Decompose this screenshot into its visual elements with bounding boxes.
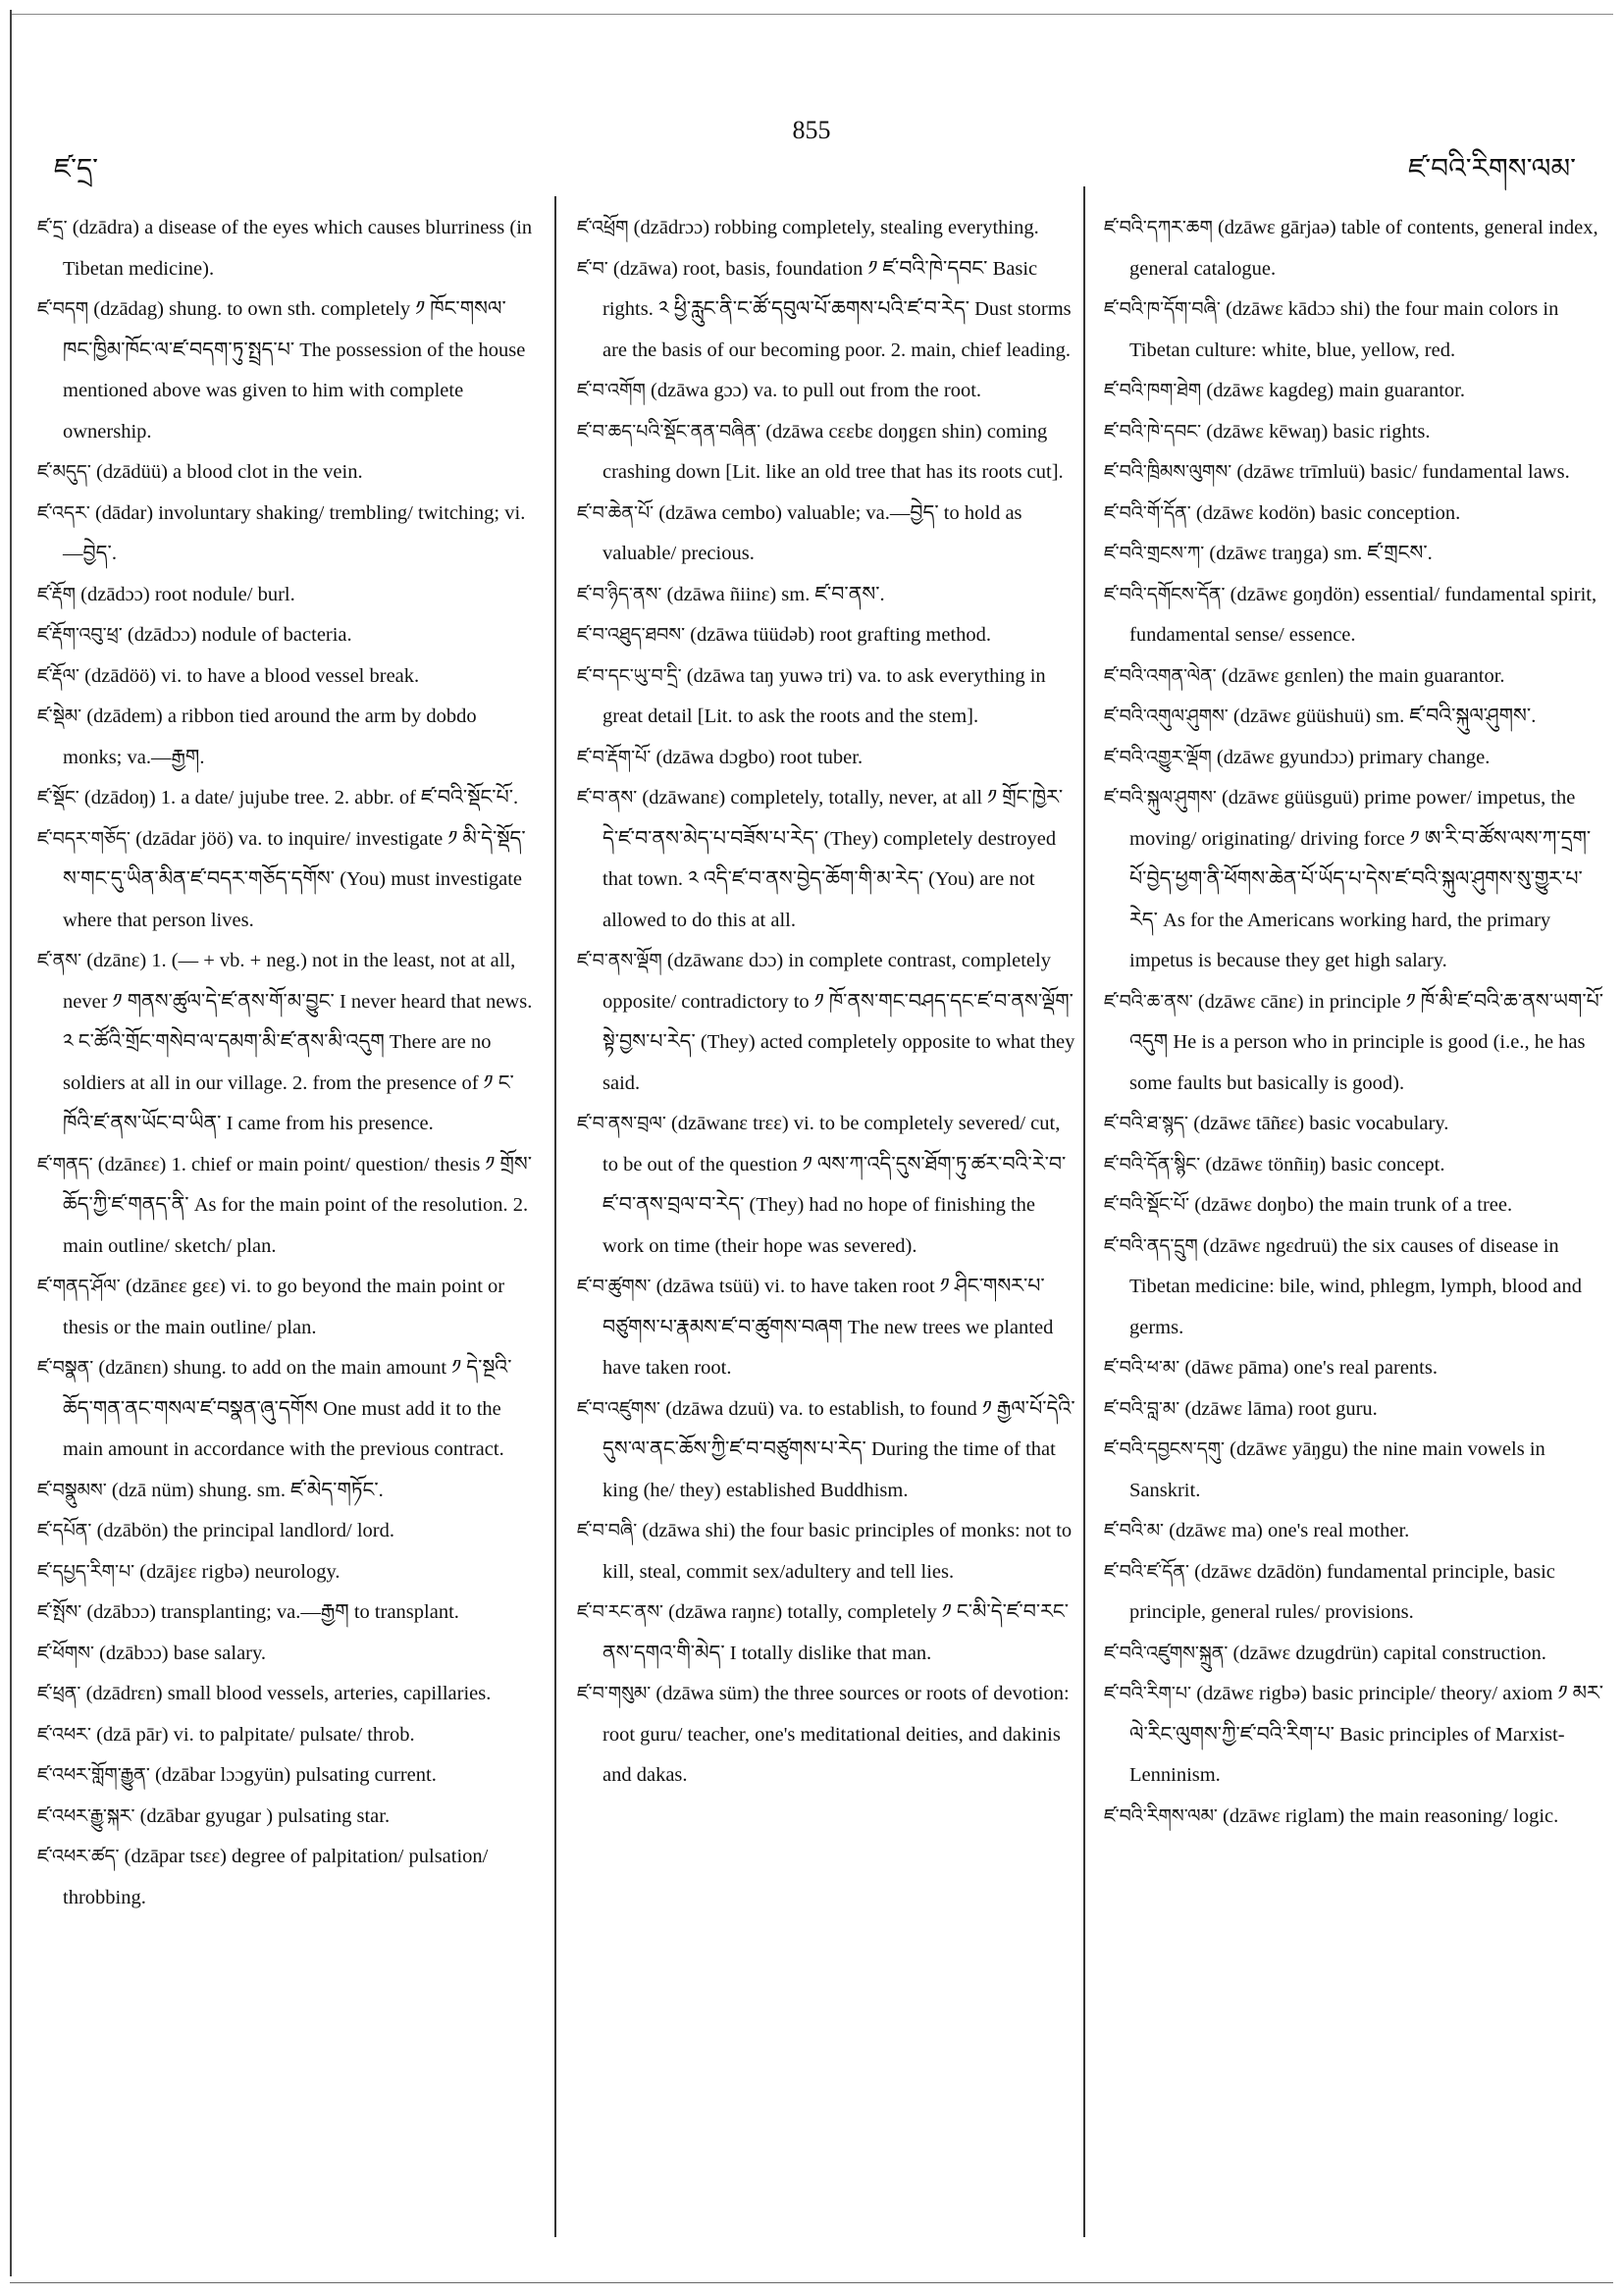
entry-headword: ཛ་ཕྲན་ — [37, 1683, 81, 1704]
dictionary-entry — [37, 1755, 536, 1797]
entry-definition: (dzāwɛ lāma) root guru. — [1184, 1397, 1378, 1420]
entry-definition: (dzādrɔɔ) robbing completely, stealing everything. — [633, 217, 1039, 238]
entry-headword: ཛ་དཔོན་ — [37, 1520, 92, 1541]
entry-headword: ཛ་བ་གསུམ་ — [577, 1683, 652, 1704]
dictionary-entry — [37, 1267, 536, 1348]
entry-definition: (dzāwa) root, basis, foundation ༡ ཛ་བའི་ཁེ་དབང་ Basic rights. ༢ ཕྱི་རླུང་ནི་ང་ཚོ་དབུལ་པོ་ཆགས་པའི་ཛ་བ་རེད་ Dust storms are the basis of our becoming poor. 2. main, chief leading. — [602, 257, 1072, 361]
dictionary-entry — [577, 941, 1077, 1104]
dictionary-entry — [37, 289, 536, 452]
entry-definition: (dzā pār) vi. to palpitate/ pulsate/ throb. — [96, 1723, 415, 1746]
entry-headword: ཛ་བའི་དཀར་ཆག — [1104, 217, 1213, 238]
entry-definition: (dzādag) shung. to own sth. completely ༡ ཁོང་གསལ་ཁང་ཁྱིམ་ཁོང་ལ་ཛ་བདག་ཏུ་སྤྲད་པ་ The possession of the house mentioned above was given to him with complete ownership. — [63, 298, 526, 443]
running-header-right: ཛ་བའི་རིགས་ལམ་ — [1408, 152, 1576, 184]
dictionary-entry — [577, 738, 1077, 779]
entry-definition: (dzādöö) vi. to have a blood vessel break. — [84, 664, 420, 687]
entry-headword: ཛ་སྡོང་ — [37, 787, 79, 809]
entry-definition: (dzāwɛ tönñiŋ) basic concept. — [1205, 1153, 1445, 1175]
dictionary-entry — [1104, 371, 1604, 412]
entry-headword: ཛ་བ་རང་ནས་ — [577, 1601, 664, 1623]
dictionary-entry — [577, 1267, 1077, 1389]
entry-definition: (dzāwa shi) the four basic principles of monks: not to kill, steal, commit sex/adultery and tell lies. — [602, 1520, 1073, 1583]
dictionary-entry — [37, 778, 536, 819]
dictionary-entry — [1104, 1674, 1604, 1797]
dictionary-entry — [37, 1511, 536, 1552]
dictionary-entry — [1104, 1104, 1604, 1145]
dictionary-entry — [577, 1104, 1077, 1267]
entry-headword: ཛ་བའི་རིག་པ་ — [1104, 1683, 1192, 1704]
entry-definition: (dzāwɛ traŋga) sm. ཛ་གྲངས་. — [1209, 543, 1433, 564]
dictionary-entry — [37, 1715, 536, 1756]
entry-definition: (dzāwɛ riglam) the main reasoning/ logic. — [1223, 1804, 1559, 1827]
entry-definition: (dzāwɛ kēwaŋ) basic rights. — [1206, 420, 1431, 443]
entry-headword: ཛ་བའི་དགོངས་དོན་ — [1104, 583, 1226, 605]
entry-definition: (dzā nüm) shung. sm. ཛ་མེད་གཏོང་. — [111, 1479, 384, 1501]
dictionary-entry — [1104, 575, 1604, 656]
dictionary-entry — [37, 1348, 536, 1471]
entry-definition: (dzāwɛ kodön) basic conception. — [1195, 501, 1461, 524]
entry-headword: ཛ་བ་འགོག — [577, 380, 646, 401]
entry-definition: (dzāwɛ kagdeg) main guarantor. — [1206, 380, 1465, 401]
entry-headword: ཛ་བ་འཐུད་ཐབས་ — [577, 624, 686, 646]
entry-definition: (dzāwa dzuü) va. to establish, to found ༡ རྒྱལ་པོ་དེའི་དུས་ལ་ནང་ཆོས་ཀྱི་ཛ་བ་བཙུགས་པ་རེད་ During the time of that king (he/ they) established Buddhism. — [602, 1397, 1075, 1501]
entry-definition: (dzāwɛ güüshuü) sm. ཛ་བའི་སྐུལ་ཤུགས་. — [1232, 705, 1537, 727]
entry-definition: (dzāwa cɛɛbɛ doŋgɛn shin) coming crashing down [Lit. like an old tree that has its roots cut]. — [602, 420, 1064, 483]
entry-definition: (dzāwɛ rigbə) basic principle/ theory/ axiom ༡ མར་ལེ་རིང་ལུགས་ཀྱི་ཛ་བའི་རིག་པ་ Basic principles of Marxist-Lenninism. — [1129, 1683, 1604, 1786]
entry-headword: ཛ་བའི་རིགས་ལམ་ — [1104, 1804, 1218, 1827]
dictionary-entry — [37, 1634, 536, 1675]
dictionary-entry — [37, 1552, 536, 1593]
entry-definition: (dzāwɛ ma) one's real mother. — [1169, 1520, 1410, 1541]
entry-definition: (dzābar lɔɔgyün) pulsating current. — [154, 1764, 437, 1786]
entry-definition: (dzāpar tsɛɛ) degree of palpitation/ pulsation/ throbbing. — [63, 1846, 489, 1908]
dictionary-entry — [37, 494, 536, 575]
entry-definition: (dzādɔɔ) root nodule/ burl. — [80, 583, 295, 605]
dictionary-entry — [37, 1145, 536, 1268]
entry-definition: (dzādar jöö) va. to inquire/ investigate ༡ མི་དེ་སྡོད་ས་གང་དུ་ཡིན་མིན་ཛ་བདར་གཅོད་དགོས་ (You) must investigate where that person lives. — [63, 827, 526, 931]
dictionary-entry — [577, 412, 1077, 494]
entry-definition: (dzāwɛ doŋbo) the main trunk of a tree. — [1194, 1194, 1513, 1216]
dictionary-entry — [37, 819, 536, 942]
dictionary-entry — [1104, 452, 1604, 494]
entry-definition: (dzāwa tüüdəb) root grafting method. — [690, 624, 992, 646]
entry-definition: (dādar) involuntary shaking/ trembling/ twitching; vi.—བྱེད་. — [63, 501, 526, 564]
entry-definition: (dzāwɛ ngɛdruü) the six causes of disease in Tibetan medicine: bile, wind, phlegm, lymph, blood and germs. — [1129, 1234, 1583, 1338]
entry-definition: (dzāwa ñiinɛ) sm. ཛ་བ་ནས་. — [666, 583, 885, 605]
dictionary-entry — [1104, 1145, 1604, 1186]
dictionary-entry — [577, 656, 1077, 738]
entry-headword: ཛ་བའི་ནད་དྲུག — [1104, 1234, 1198, 1257]
entry-headword: ཛ་བའི་ཁག་ཐེག — [1104, 380, 1202, 401]
entry-headword: ཛ་བའི་འགན་ལེན་ — [1104, 664, 1217, 687]
dictionary-entry — [1104, 1430, 1604, 1511]
entry-headword: ཛ་བ་ཚུགས་ — [577, 1276, 652, 1297]
dictionary-entry — [37, 1674, 536, 1715]
dictionary-entry — [577, 1511, 1077, 1592]
entry-headword: ཛ་འཕར་ — [37, 1723, 91, 1746]
entry-headword: ཛ་བ་ཆེན་པོ་ — [577, 501, 654, 524]
entry-headword: ཛ་བདག — [37, 298, 89, 320]
entry-headword: ཛ་འདར་ — [37, 501, 90, 524]
entry-headword: ཛ་བ་ནས་ལྡོག — [577, 950, 662, 971]
entry-definition: (dzānɛɛ gɛɛ) vi. to go beyond the main point or thesis or the main outline/ plan. — [63, 1276, 505, 1338]
dictionary-entry — [1104, 1634, 1604, 1675]
entry-headword: ཛ་གནད་ཤོལ་ — [37, 1276, 121, 1297]
entry-definition: (dāwɛ pāma) one's real parents. — [1184, 1357, 1438, 1379]
entry-headword: ཛ་ཕོགས་ — [37, 1642, 94, 1664]
dictionary-entry — [1104, 289, 1604, 371]
entry-definition: (dzābɔɔ) transplanting; va.—རྒྱག to transplant. — [86, 1601, 459, 1623]
dictionary-entry — [1104, 1226, 1604, 1349]
entry-headword: ཛ་འཕར་རྒྱུ་སྐར་ — [37, 1804, 135, 1827]
dictionary-entry — [37, 1592, 536, 1634]
entry-headword: ཛ་མདུད་ — [37, 461, 91, 483]
entry-headword: ཛ་བདར་གཅོད་ — [37, 827, 131, 850]
entry-headword: ཛ་བ་ཆད་པའི་སྡོང་ནན་བཞིན་ — [577, 420, 761, 443]
bottom-border — [10, 2282, 1613, 2283]
entry-definition: (dzāwɛ gārjaə) table of contents, general index, general catalogue. — [1129, 217, 1598, 280]
entry-definition: (dzābɔɔ) base salary. — [99, 1642, 267, 1664]
dictionary-entry — [1104, 1348, 1604, 1389]
entry-headword: ཛ་བའི་ཐ་སྙད་ — [1104, 1113, 1189, 1134]
entry-definition: (dzābar gyugar ) pulsating star. — [139, 1804, 391, 1827]
entry-headword: ཛ་བསྣན་ — [37, 1357, 94, 1379]
entry-headword: ཛ་བའི་ཁེ་དབང་ — [1104, 420, 1202, 443]
entry-headword: ཛ་འཕྲོག — [577, 217, 629, 238]
entry-definition: (dzāwanɛ dɔɔ) in complete contrast, completely opposite/ contradictory to ༡ ཁོ་ནས་གང་བཤད་དང་ཛ་བ་ནས་ལྡོག་སྟེ་བྱས་པ་རེད་ (They) acted completely opposite to what they said. — [602, 950, 1075, 1094]
dictionary-entry — [1104, 1552, 1604, 1634]
left-page-edge — [10, 10, 12, 2276]
dictionary-entry — [577, 494, 1077, 575]
dictionary-entry — [577, 1389, 1077, 1512]
entry-headword: ཛ་དཔྱད་རིག་པ་ — [37, 1560, 135, 1583]
entry-definition: (dzāwɛ güüsguü) prime power/ impetus, the moving/ originating/ driving force ༡ ཨ་རི་བ་ཚོས་ལས་ཀ་དྲག་པོ་བྱེད་ཕྱག་ནི་ཕོགས་ཆེན་པོ་ཡོད་པ་དེས་ཛ་བའི་སྐུལ་ཤུགས་སུ་གྱུར་པ་རེད་ As for the Americans working hard, the primary impetus is because they get high salary. — [1129, 787, 1592, 971]
entry-headword: ཛ་བ་འཛུགས་ — [577, 1397, 660, 1420]
entry-definition: (dzānɛɛ) 1. chief or main point/ question/ thesis ༡ གྲོས་ཆོད་ཀྱི་ཛ་གནད་ནི་ As for the main point of the resolution. 2. main outline/ sketch/ plan. — [63, 1153, 533, 1257]
entry-definition: (dzāwɛ dzādön) fundamental principle, basic principle, general rules/ provisions. — [1129, 1560, 1555, 1623]
entry-definition: (dzāwa süm) the three sources or roots of devotion: root guru/ teacher, one's meditational deities, and dakinis and dakas. — [602, 1683, 1070, 1786]
dictionary-entry — [37, 452, 536, 494]
entry-headword: ཛ་རྡོལ་ — [37, 664, 80, 687]
dictionary-entry — [1104, 656, 1604, 698]
entry-definition: (dzāwɛ yāŋgu) the nine main vowels in Sanskrit. — [1129, 1438, 1545, 1501]
entry-headword: ཛ་འཕར་གློག་རྒྱུན་ — [37, 1764, 150, 1786]
entry-headword: ཛ་བ་ཉིད་ནས་ — [577, 583, 662, 605]
dictionary-entry — [1104, 697, 1604, 738]
entry-headword: ཛ་བའི་མ་ — [1104, 1520, 1165, 1541]
dictionary-entry — [37, 656, 536, 698]
entry-definition: (dzāwa dɔgbo) root tuber. — [655, 746, 864, 768]
dictionary-entry — [37, 1471, 536, 1512]
entry-definition: (dzāwɛ goŋdön) essential/ fundamental spirit, fundamental sense/ essence. — [1129, 583, 1597, 646]
entry-headword: ཛ་བའི་སྡོང་པོ་ — [1104, 1194, 1190, 1216]
top-border — [10, 14, 1613, 15]
dictionary-entry — [37, 1837, 536, 1918]
entry-headword: ཛ་བའི་གོ་དོན་ — [1104, 501, 1191, 524]
entry-headword: ཛ་བ་ནས་བྲལ་ — [577, 1113, 666, 1134]
entry-definition: (dzādüü) a blood clot in the vein. — [96, 461, 363, 483]
entry-definition: (dzāwa tsüü) vi. to have taken root ༡ ཤིང་གསར་པ་བཙུགས་པ་རྣམས་ཛ་བ་ཚུགས་བཞག The new trees we planted have taken root. — [602, 1276, 1054, 1379]
entry-headword: ཛ་བའི་སྐུལ་ཤུགས་ — [1104, 787, 1217, 809]
dictionary-entry — [37, 941, 536, 1145]
entry-headword: ཛ་བའི་འགུལ་ཤུགས་ — [1104, 705, 1229, 727]
entry-headword: ཛ་སྡེམ་ — [37, 705, 82, 727]
column-divider-2 — [1083, 186, 1085, 2237]
running-header-left: ཛ་དྲ་ — [54, 152, 99, 184]
dictionary-entry — [1104, 1389, 1604, 1431]
column-divider-1 — [554, 196, 556, 2237]
dictionary-column-1 — [37, 208, 536, 1918]
dictionary-entry — [577, 249, 1077, 372]
entry-headword: ཛ་བའི་ཁ་དོག་བཞི་ — [1104, 298, 1221, 320]
entry-headword: ཛ་བ་ — [577, 257, 608, 280]
dictionary-entry — [37, 697, 536, 778]
entry-definition: (dzāwɛ cānɛ) in principle ༡ ཁོ་མི་ཛ་བའི་ཆ་ནས་ཡག་པོ་འདུག He is a person who in principle is good (i.e., he has some faults but basically is good). — [1129, 990, 1604, 1094]
entry-headword: ཛ་རྡོག་འབུ་ཕྲ་ — [37, 624, 123, 646]
entry-headword: ཛ་བ་བཞི་ — [577, 1520, 638, 1541]
dictionary-entry — [37, 1797, 536, 1838]
entry-headword: ཛ་དྲ་ — [37, 217, 68, 238]
entry-definition: (dzāwanɛ trɛɛ) vi. to be completely severed/ cut, to be out of the question ༡ ལས་ཀ་འདི་དུས་ཐོག་ཏུ་ཚར་བའི་རེ་བ་ཛ་བ་ནས་བྲལ་བ་རེད་ (They) had no hope of finishing the work on time (their hope was severed). — [602, 1113, 1067, 1257]
dictionary-entry — [37, 615, 536, 656]
dictionary-entry — [37, 575, 536, 616]
entry-headword: ཛ་རྡོག — [37, 583, 77, 605]
entry-headword: ཛ་བའི་དོན་སྙིང་ — [1104, 1153, 1201, 1175]
entry-headword: ཛ་བའི་ཁྲིམས་ལུགས་ — [1104, 461, 1232, 483]
entry-definition: (dzāwɛ gɛnlen) the main guarantor. — [1221, 664, 1505, 687]
entry-definition: (dzāwɛ kādɔɔ shi) the four main colors in Tibetan culture: white, blue, yellow, red. — [1129, 298, 1559, 361]
dictionary-entry — [1104, 1797, 1604, 1838]
entry-definition: (dzāwa gɔɔ) va. to pull out from the root. — [651, 380, 982, 401]
dictionary-entry — [1104, 982, 1604, 1105]
dictionary-entry — [577, 1674, 1077, 1797]
entry-definition: (dzāwɛ tāñɛɛ) basic vocabulary. — [1193, 1113, 1449, 1134]
entry-definition: (dzādem) a ribbon tied around the arm by dobdo monks; va.—རྒྱག. — [63, 705, 477, 768]
entry-definition: (dzāwa raŋnɛ) totally, completely ༡ ང་མི་དེ་ཛ་བ་རང་ནས་དགའ་གི་མེད་ I totally dislike that man. — [602, 1601, 1070, 1664]
entry-definition: (dzānɛn) shung. to add on the main amount ༡ དེ་སྔའི་ཆོད་གན་ནང་གསལ་ཛ་བསྣན་ཞུ་དགོས One must add it to the main amount in accordance with the previous contract. — [63, 1357, 512, 1460]
dictionary-entry — [577, 1592, 1077, 1674]
entry-headword: ཛ་འཕར་ཚད་ — [37, 1846, 120, 1867]
entry-headword: ཛ་བའི་འཛུགས་སྐྲུན་ — [1104, 1642, 1229, 1664]
dictionary-entry — [577, 371, 1077, 412]
entry-headword: ཛ་ནས་ — [37, 950, 82, 971]
entry-definition: (dzāwɛ gyundɔɔ) primary change. — [1216, 746, 1491, 768]
entry-headword: ཛ་སྤོས་ — [37, 1601, 82, 1623]
entry-definition: (dzāwa cembo) valuable; va.—བྱེད་ to hold as valuable/ precious. — [602, 501, 1022, 564]
entry-headword: ཛ་བ་དང་ཡུ་བ་དྲི་ — [577, 664, 682, 687]
entry-headword: ཛ་བའི་དབྱངས་དགུ་ — [1104, 1438, 1226, 1460]
entry-headword: ཛ་བའི་ཆ་ནས་ — [1104, 990, 1193, 1013]
entry-headword: ཛ་བསྣུམས་ — [37, 1479, 107, 1501]
entry-headword: ཛ་བའི་བླ་མ་ — [1104, 1397, 1180, 1420]
dictionary-entry — [1104, 1185, 1604, 1226]
dictionary-entry — [37, 208, 536, 289]
dictionary-entry — [1104, 1511, 1604, 1552]
dictionary-entry — [1104, 738, 1604, 779]
entry-definition: (dzādɔɔ) nodule of bacteria. — [127, 624, 352, 646]
entry-definition: (dzādoŋ) 1. a date/ jujube tree. 2. abbr. of ཛ་བའི་སྡོང་པོ་. — [83, 787, 519, 809]
entry-definition: (dzābön) the principal landlord/ lord. — [96, 1520, 394, 1541]
entry-definition: (dzāwa taŋ yuwə tri) va. to ask everything in great detail [Lit. to ask the roots and the stem]. — [602, 664, 1046, 727]
page-number: 855 — [792, 116, 831, 144]
entry-headword: ཛ་བ་རྡོག་པོ་ — [577, 746, 652, 768]
entry-headword: ཛ་བ་ནས་ — [577, 787, 638, 809]
entry-headword: ཛ་བའི་འགྱུར་ལྡོག — [1104, 746, 1212, 768]
dictionary-entry — [1104, 778, 1604, 982]
entry-definition: (dzāwanɛ) completely, totally, never, at all ༡ གྲོང་ཁྱེར་དེ་ཛ་བ་ནས་མེད་པ་བཟོས་པ་རེད་ (They) completely destroyed that town. ༢ འདི་ཛ་བ་ནས་བྱེད་ཆོག་གི་མ་རེད་ (You) are not allowed to do this at all. — [602, 787, 1064, 931]
entry-headword: ཛ་བའི་གྲངས་ཀ་ — [1104, 543, 1205, 564]
entry-headword: ཛ་བའི་ཛ་དོན་ — [1104, 1560, 1189, 1583]
entry-definition: (dzādrɛn) small blood vessels, arteries, capillaries. — [85, 1683, 492, 1704]
entry-definition: (dzājɛɛ rigbə) neurology. — [139, 1560, 340, 1583]
dictionary-column-2 — [577, 208, 1077, 1797]
entry-definition: (dzānɛ) 1. (— + vb. + neg.) not in the least, not at all, never ༡ གནས་ཚུལ་དེ་ཛ་ནས་གོ་མ་བྱུང་ I never heard that news. ༢ ང་ཚོའི་གྲོང་གསེབ་ལ་དམག་མི་ཛ་ནས་མི་འདུག There are no soldiers at all in our village. 2. from the presence of ༡ ང་ཁོའི་ཛ་ནས་ཡོང་བ་ཡིན་ I came from his presence. — [63, 950, 533, 1134]
entry-definition: (dzāwɛ dzugdrün) capital construction. — [1232, 1642, 1546, 1664]
dictionary-entry — [1104, 494, 1604, 535]
dictionary-column-3 — [1104, 208, 1604, 1837]
dictionary-entry — [577, 778, 1077, 941]
entry-headword: ཛ་བའི་ཕ་མ་ — [1104, 1357, 1180, 1379]
dictionary-entry — [577, 208, 1077, 249]
dictionary-entry — [1104, 208, 1604, 289]
entry-definition: (dzāwɛ trīmluü) basic/ fundamental laws. — [1236, 461, 1570, 483]
entry-headword: ཛ་གནད་ — [37, 1153, 93, 1175]
entry-definition: (dzādra) a disease of the eyes which causes blurriness (in Tibetan medicine). — [63, 217, 533, 280]
dictionary-entry — [1104, 534, 1604, 575]
dictionary-entry — [577, 615, 1077, 656]
dictionary-entry — [577, 575, 1077, 616]
dictionary-entry — [1104, 412, 1604, 453]
